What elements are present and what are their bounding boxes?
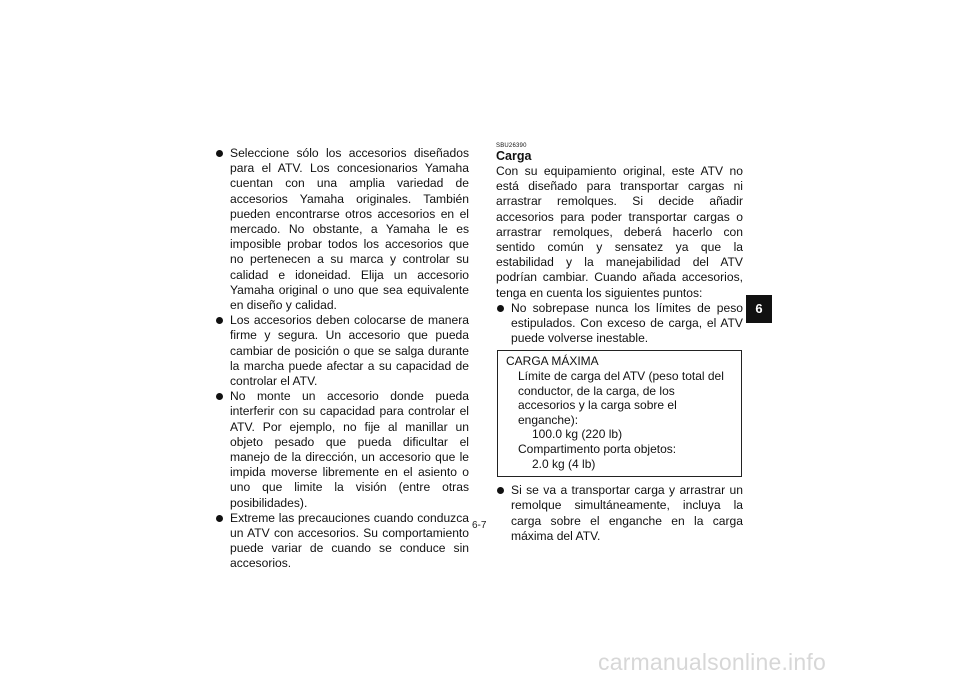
max-load-title: CARGA MÁXIMA [506,354,599,369]
max-load-box [497,350,742,477]
bullet-dot-icon [497,487,504,494]
bullet-item [215,511,469,572]
intro-paragraph: Con su equipamiento original, este ATV no está diseñado para transportar cargas ni arrastrar remolques. Si decide añadir accesorios para poder transportar cargas o arrastrar remolques, deberá hacerlo con sentido común y sensatez ya que la estabilidad y la manejabilidad del ATV podrían cambiar. Cuando añada accesorios, tenga en cuenta los siguientes puntos: [496,164,743,300]
storage-label: Compartimento porta objetos: [518,442,677,456]
bullet-item [215,146,469,313]
bullet-item [215,389,469,511]
bullet-dot-icon [216,393,223,400]
bullet-text: No sobrepase nunca los límites de peso estipulados. Con exceso de carga, el ATV puede volverse inestable. [511,300,743,346]
watermark: carmanualsonline.info [598,649,826,675]
bullet-text: Seleccione sólo los accesorios diseñados para el ATV. Los concesionarios Yamaha cuentan con una amplia variedad de accesorios Yamaha originales. También pueden encontrarse otros accesorios en el mercado. No obstante, a Yamaha le es imposible probar todos los accesorios que no pertenecen a su marca y controlar su calidad e idoneidad. Elija un accesorio Yamaha original o uno que sea equivalente en diseño y calidad. [230,146,469,313]
chapter-tab: 6 [746,295,772,323]
bullet-dot-icon [497,305,504,312]
bullet-item [215,313,469,389]
page-number: 6-7 [472,520,487,531]
bullet-text: No monte un accesorio donde pueda interferir con su capacidad para controlar el ATV. Por ejemplo, no fije al manillar un objeto pesado que pueda dificultar el manejo de la dirección, un accesorio que le impida moverse libremente en el asiento o uno que limite la visión (entre otras posibilidades). [230,389,469,510]
bullet-item [496,483,743,544]
section-code: SBU26390 [496,143,527,149]
storage-value: 2.0 kg (4 lb) [532,456,596,471]
bullet-item [496,301,743,347]
bullet-dot-icon [216,150,223,157]
load-limit-value: 100.0 kg (220 lb) [532,427,623,442]
load-limit-label: Límite de carga del ATV (peso total del conductor, de la carga, de los accesorios y la carga sobre el enganche): [518,369,724,427]
bullet-dot-icon [216,515,223,522]
bullet-text: Los accesorios deben colocarse de manera firme y segura. Un accesorio que pueda cambiar de posición o que se salga durante la marcha puede afectar a su capacidad de controlar el ATV. [230,313,469,389]
left-column [215,146,469,572]
bullet-dot-icon [216,317,223,324]
section-heading: Carga [496,149,532,163]
right-column [496,143,743,544]
bullet-text: Extreme las precauciones cuando conduzca un ATV con accesorios. Su comportamiento puede variar de cuando se conduce sin accesorios. [230,510,469,571]
bullet-text: Si se va a transportar carga y arrastrar un remolque simultáneamente, incluya la carga sobre el enganche en la carga máxima del ATV. [511,483,743,543]
